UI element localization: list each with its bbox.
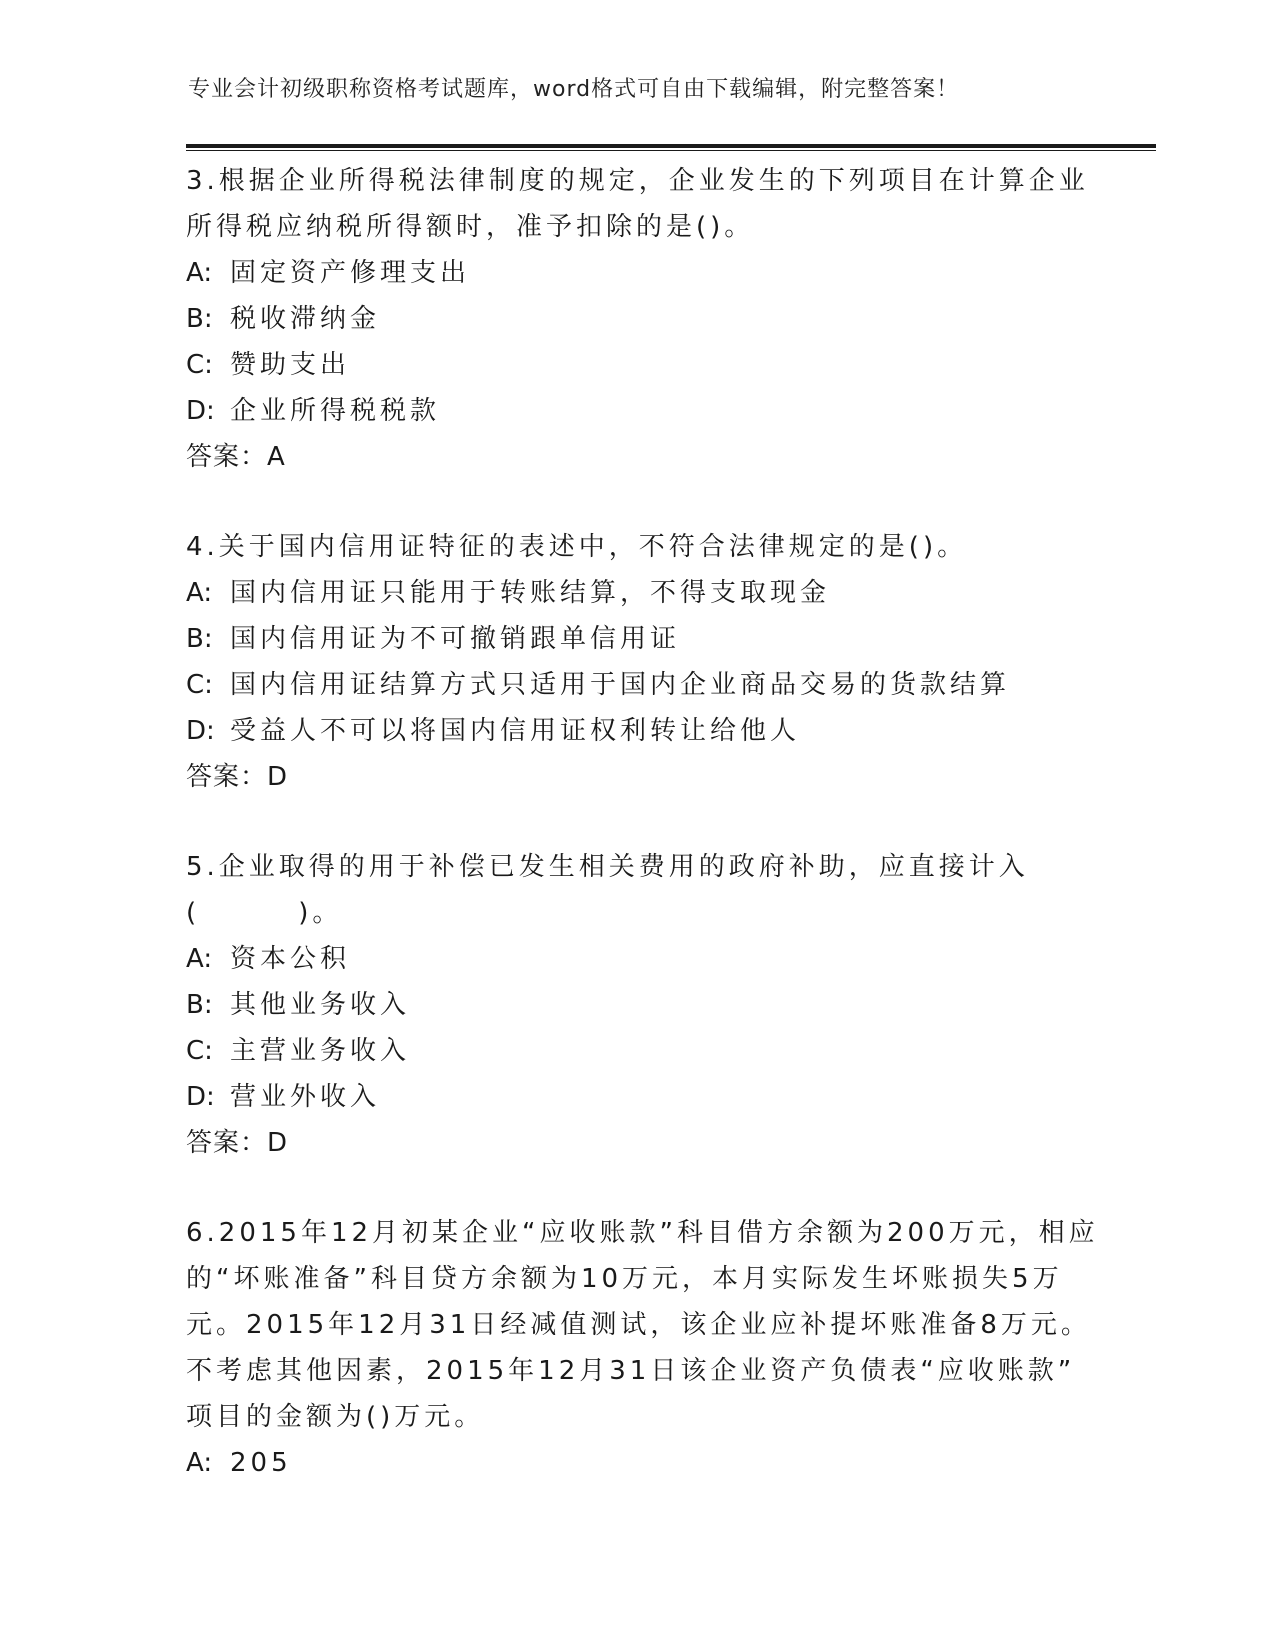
question-stem <box>186 158 1089 250</box>
option-key: D: <box>186 1082 215 1112</box>
option-text: 营业外收入 <box>230 1082 381 1112</box>
option-b <box>186 296 1086 342</box>
option-a <box>186 250 1086 296</box>
option-b <box>186 616 1086 662</box>
option-key: B: <box>186 624 213 654</box>
stem-line: 不考虑其他因素，2015年12月31日该企业资产负债表“应收账款” <box>186 1356 1076 1386</box>
option-text: 国内信用证只能用于转账结算，不得支取现金 <box>230 578 831 608</box>
option-key: A: <box>186 944 213 974</box>
question-5 <box>186 844 1086 1166</box>
answer-line: 答案：A <box>186 442 286 472</box>
option-a <box>186 936 1086 982</box>
option-text: 主营业务收入 <box>230 1036 411 1066</box>
option-d <box>186 1074 1086 1120</box>
question-stem <box>186 524 1086 570</box>
option-key: A: <box>186 1448 213 1478</box>
option-d <box>186 708 1086 754</box>
option-text: 205 <box>230 1448 292 1478</box>
header-rule-thick <box>186 144 1156 148</box>
option-key: C: <box>186 1036 213 1066</box>
stem-line: 的“坏账准备”科目贷方余额为10万元，本月实际发生坏账损失5万 <box>186 1264 1063 1294</box>
stem-line: 6.2015年12月初某企业“应收账款”科目借方余额为200万元，相应 <box>186 1218 1099 1248</box>
option-text: 国内信用证为不可撤销跟单信用证 <box>230 624 681 654</box>
option-d <box>186 388 1086 434</box>
stem-line: 元。2015年12月31日经减值测试，该企业应补提坏账准备8万元。 <box>186 1310 1091 1340</box>
page-header: 专业会计初级职称资格考试题库，word格式可自由下载编辑，附完整答案！ <box>188 77 960 102</box>
stem-line: 3.根据企业所得税法律制度的规定，企业发生的下列项目在计算企业 <box>186 166 1089 196</box>
stem-line: 5.企业取得的用于补偿已发生相关费用的政府补助，应直接计入 <box>186 852 1029 882</box>
option-key: C: <box>186 670 213 700</box>
option-text: 企业所得税税款 <box>230 396 441 426</box>
option-b <box>186 982 1086 1028</box>
option-key: B: <box>186 304 213 334</box>
option-text: 受益人不可以将国内信用证权利转让给他人 <box>230 716 801 746</box>
option-text: 固定资产修理支出 <box>230 258 471 288</box>
header-rule-thin <box>186 150 1156 151</box>
stem-line: 4.关于国内信用证特征的表述中，不符合法律规定的是()。 <box>186 532 968 562</box>
question-3 <box>186 158 1089 480</box>
option-key: D: <box>186 396 215 426</box>
option-key: A: <box>186 578 213 608</box>
question-4 <box>186 524 1086 800</box>
option-c <box>186 342 1086 388</box>
option-key: B: <box>186 990 213 1020</box>
stem-line: ( )。 <box>186 898 343 928</box>
option-key: C: <box>186 350 213 380</box>
option-key: A: <box>186 258 213 288</box>
option-c <box>186 662 1086 708</box>
option-a <box>186 1440 1086 1486</box>
question-stem <box>186 1210 1099 1440</box>
answer-line: 答案：D <box>186 762 289 792</box>
option-text: 国内信用证结算方式只适用于国内企业商品交易的货款结算 <box>230 670 1011 700</box>
stem-line: 所得税应纳税所得额时，准予扣除的是()。 <box>186 212 755 242</box>
stem-line: 项目的金额为()万元。 <box>186 1402 485 1432</box>
option-c <box>186 1028 1086 1074</box>
question-list <box>186 158 1099 1530</box>
option-text: 赞助支出 <box>230 350 351 380</box>
question-6 <box>186 1210 1099 1486</box>
option-text: 其他业务收入 <box>230 990 411 1020</box>
question-stem <box>186 844 1086 936</box>
option-text: 资本公积 <box>230 944 351 974</box>
option-text: 税收滞纳金 <box>230 304 381 334</box>
option-a <box>186 570 1086 616</box>
answer-line: 答案：D <box>186 1128 289 1158</box>
option-key: D: <box>186 716 215 746</box>
